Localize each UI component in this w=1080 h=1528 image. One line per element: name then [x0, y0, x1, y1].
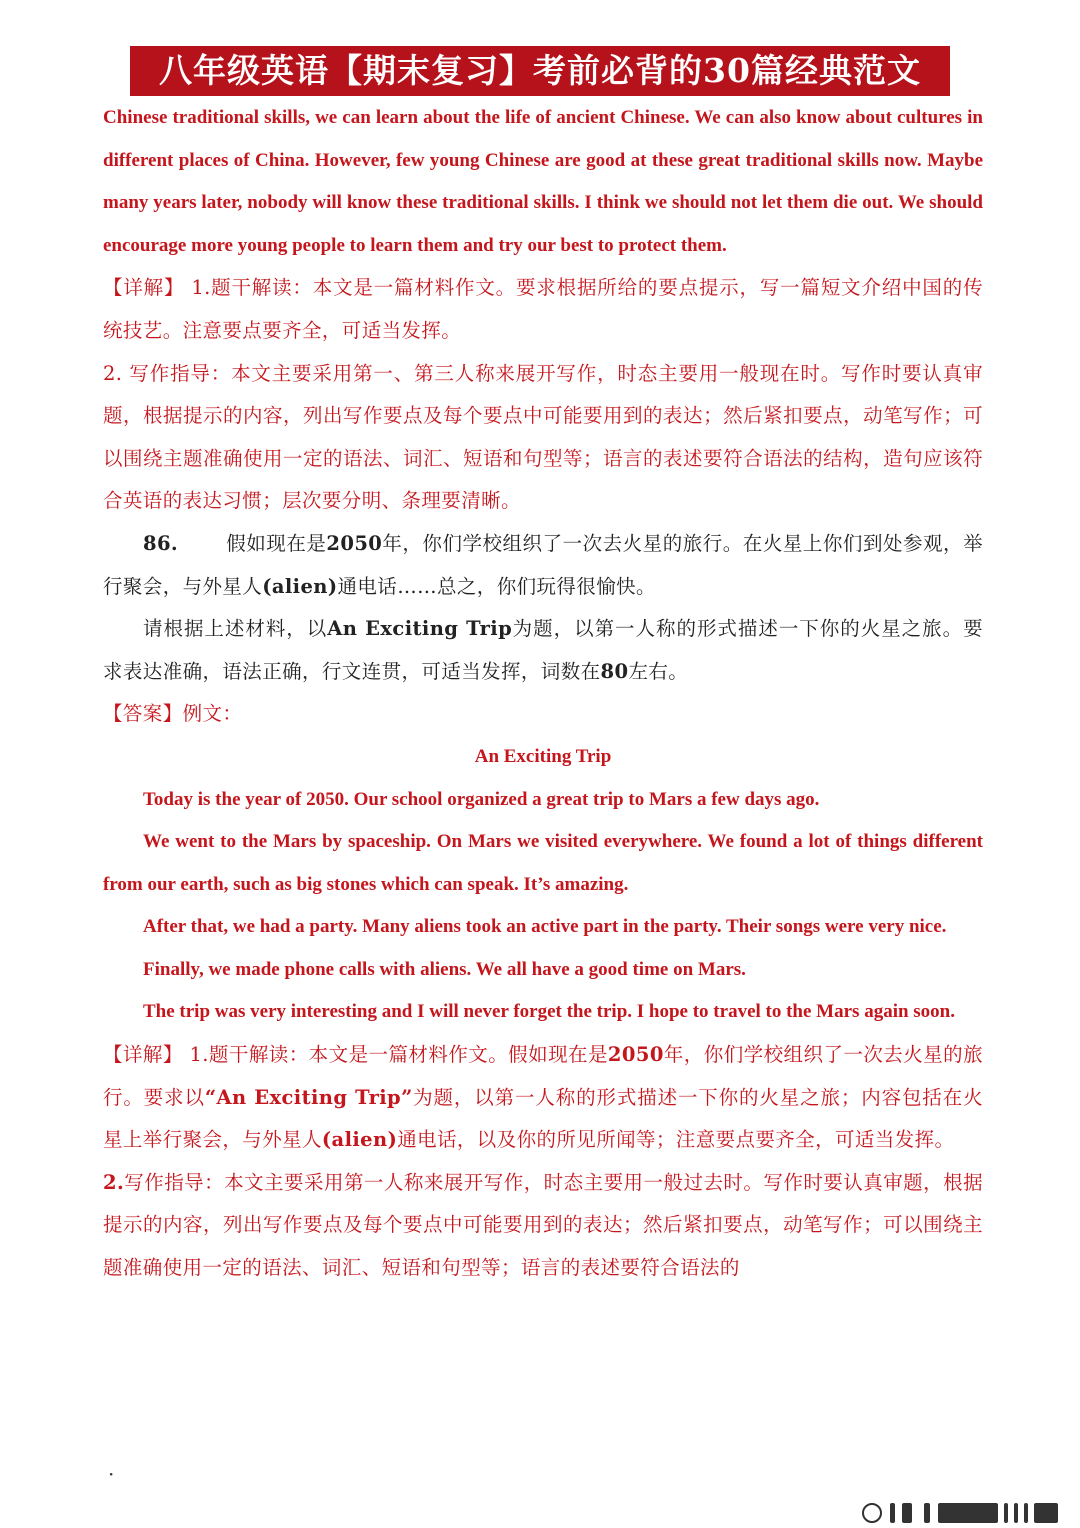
- detail-label: 【详解】: [103, 1043, 183, 1067]
- detail-number: 2.: [103, 1170, 125, 1194]
- watermark-logo: [862, 1503, 1058, 1523]
- prompt-part: 通电话……总之，你们玩得很愉快。: [337, 574, 656, 598]
- trailing-dot: ·: [108, 1462, 115, 1486]
- essay-title: An Exciting Trip: [474, 745, 612, 767]
- detail-part: 为题，以第一人称的形式描述一下你的火星之旅；内容包括在火星上举行聚会，与外星人: [103, 1085, 983, 1152]
- prompt-part: 假如现在是: [226, 531, 327, 555]
- detail-alien: (alien): [321, 1128, 398, 1152]
- instruction-part: 请根据上述材料，以: [143, 617, 328, 641]
- instruction-word-count: 80: [600, 659, 629, 683]
- prompt-alien: (alien): [262, 574, 338, 598]
- previous-detail-2: 2. 写作指导：本文主要采用第一、第三人称来展开写作，时态主要用一般现在时。写作时要认真审题，根据提示的内容，列出写作要点及每个要点中可能要用到的表达；然后紧扣要点，动笔写作；可以围绕主题准确使用一定的语法、词汇、短语和句型等；语言的表述要符合语法的结构，造句应该符合英语的表达习惯；层次要分明、条理要清晰。: [103, 361, 983, 513]
- detail-text: 写作指导：本文主要采用第一人称来展开写作，时态主要用一般过去时。写作时要认真审题，根据提示的内容，列出写作要点及每个要点中可能要用到的表达；然后紧扣要点，动笔写作；可以围绕主题准确使用一定的语法、词汇、短语和句型等；语言的表述要符合语法的: [103, 1170, 983, 1280]
- prompt-year: 2050: [326, 531, 383, 555]
- previous-essay-tail: Chinese traditional skills, we can learn about the life of ancient Chinese. We can also know about cultures in different places of China. However, few young Chinese are good at these great traditional skills now. Maybe many years later, nobody will know these traditional skills. I think we should not let them die out. We should encourage more young people to learn them and try our best to protect them.: [103, 107, 983, 256]
- instruction-part: 左右。: [628, 659, 689, 683]
- page-title-banner: 八年级英语【期末复习】考前必背的30篇经典范文: [130, 46, 950, 96]
- detail-part: 通电话，以及你的所见所闻等；注意要点要齐全，可适当发挥。: [397, 1128, 955, 1152]
- answer-label: 【答案】例文：: [103, 702, 243, 726]
- question-86-detail-2: [103, 1162, 983, 1290]
- essay-paragraph: The trip was very interesting and I will never forget the trip. I hope to travel to the Mars again soon.: [143, 1001, 955, 1023]
- question-number: 86.: [143, 531, 179, 555]
- previous-detail-1: [103, 267, 983, 352]
- essay-paragraph: Finally, we made phone calls with aliens. We all have a good time on Mars.: [143, 958, 746, 980]
- instruction-topic: An Exciting Trip: [327, 617, 513, 641]
- instruction-part: 为题，以第一人称的形式描述一下你的火星之旅。要求表达准确，语法正确，行文连贯，可适当发挥，词数在: [103, 617, 983, 683]
- essay-paragraph: We went to the Mars by spaceship. On Mars we visited everywhere. We found a lot of things different from our earth, such as big stones which can speak. It’s amazing.: [103, 831, 983, 895]
- question-86-instruction: [103, 608, 983, 693]
- prompt-part: 年，你们学校组织了一次去火星的旅行。在火星上你们到处参观，举行聚会，与外星人: [103, 531, 983, 598]
- detail-part: 年，你们学校组织了一次去火星的旅行。要求以: [103, 1043, 983, 1109]
- detail-label: 【详解】: [103, 276, 185, 300]
- detail-text: 1.题干解读：本文是一篇材料作文。要求根据所给的要点提示，写一篇短文介绍中国的传统技艺。注意要点要齐全，可适当发挥。: [103, 276, 983, 342]
- detail-year: 2050: [607, 1043, 664, 1067]
- question-86-prompt: [103, 523, 983, 608]
- essay-paragraph: After that, we had a party. Many aliens took an active part in the party. Their songs were very nice.: [143, 916, 947, 938]
- essay-paragraph: Today is the year of 2050. Our school organized a great trip to Mars a few days ago.: [143, 788, 820, 810]
- detail-topic: “An Exciting Trip”: [204, 1085, 413, 1109]
- question-86-detail-1: [103, 1034, 983, 1162]
- document-body: [103, 97, 983, 1290]
- detail-part: 1.题干解读：本文是一篇材料作文。假如现在是: [182, 1043, 608, 1067]
